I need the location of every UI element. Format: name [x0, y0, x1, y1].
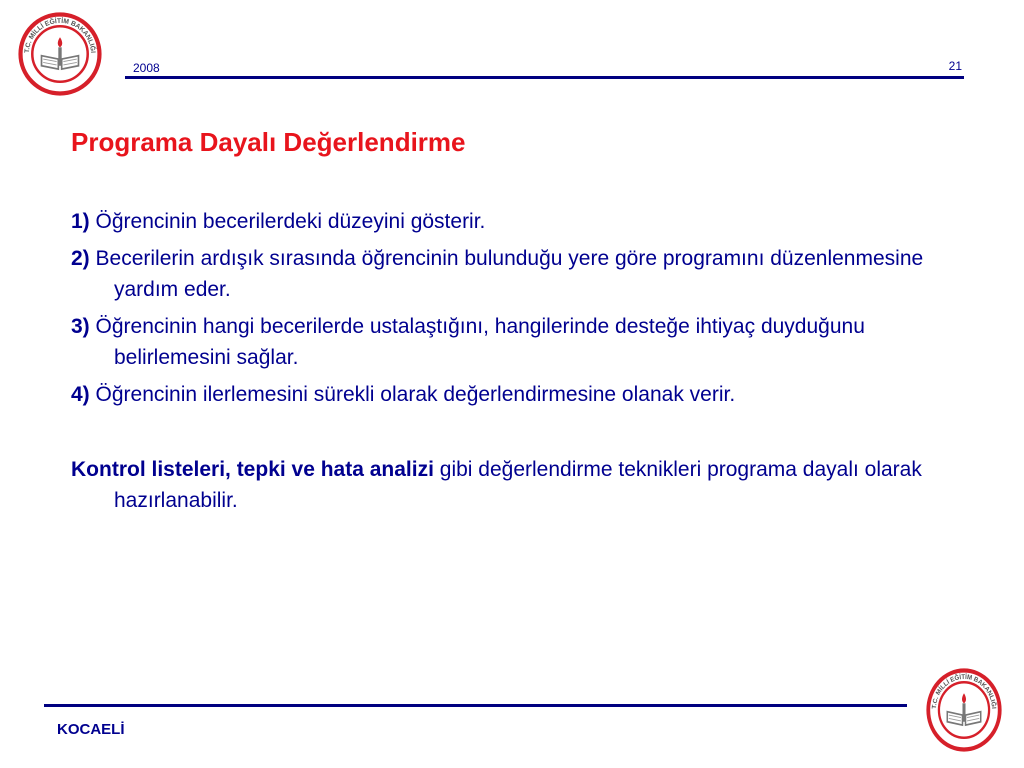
svg-text:T.C. MİLLİ EĞİTİM BAKANLIĞI: T.C. MİLLİ EĞİTİM BAKANLIĞI: [931, 673, 997, 710]
item-text: Öğrencinin hangi becerilerde ustalaştığını, hangilerinde desteğe ihtiyaç duyduğunu belirlemesini sağlar.: [95, 315, 865, 369]
item-text: Öğrencinin ilerlemesini sürekli olarak değerlendirmesine olanak verir.: [95, 383, 736, 406]
item-text: Becerilerin ardışık sırasında öğrencinin bulunduğu yere göre programını düzenlenmesine yardım eder.: [95, 247, 924, 301]
list-item: [71, 311, 951, 373]
list-item: [71, 206, 951, 237]
list-item: [71, 243, 951, 305]
svg-text:T.C. MİLLİ EĞİTİM BAKANLIĞI: T.C. MİLLİ EĞİTİM BAKANLIĞI: [23, 17, 97, 54]
closing-text: gibi değerlendirme teknikleri programa dayalı olarak hazırlanabilir.: [114, 458, 922, 512]
ministry-seal-icon: [18, 12, 102, 96]
page-number: 21: [948, 59, 962, 73]
slide-body: [71, 206, 951, 522]
item-number: 4): [71, 383, 90, 406]
list-item: [71, 379, 951, 410]
item-number: 2): [71, 247, 90, 270]
ministry-logo-top: [18, 12, 102, 96]
ministry-seal-icon: [926, 668, 1002, 752]
closing-bold-text: Kontrol listeleri, tepki ve hata analizi: [71, 458, 434, 481]
ministry-logo-bottom: [926, 668, 1002, 752]
item-number: 1): [71, 210, 90, 233]
item-number: 3): [71, 315, 90, 338]
slide-title: Programa Dayalı Değerlendirme: [71, 127, 466, 157]
item-text: Öğrencinin becerilerdeki düzeyini gösterir.: [95, 210, 486, 233]
footer-label: KOCAELİ: [57, 721, 125, 738]
header-rule: [125, 76, 964, 79]
closing-statement: [71, 454, 951, 516]
footer-rule: [44, 704, 907, 707]
header-year: 2008: [133, 61, 160, 75]
